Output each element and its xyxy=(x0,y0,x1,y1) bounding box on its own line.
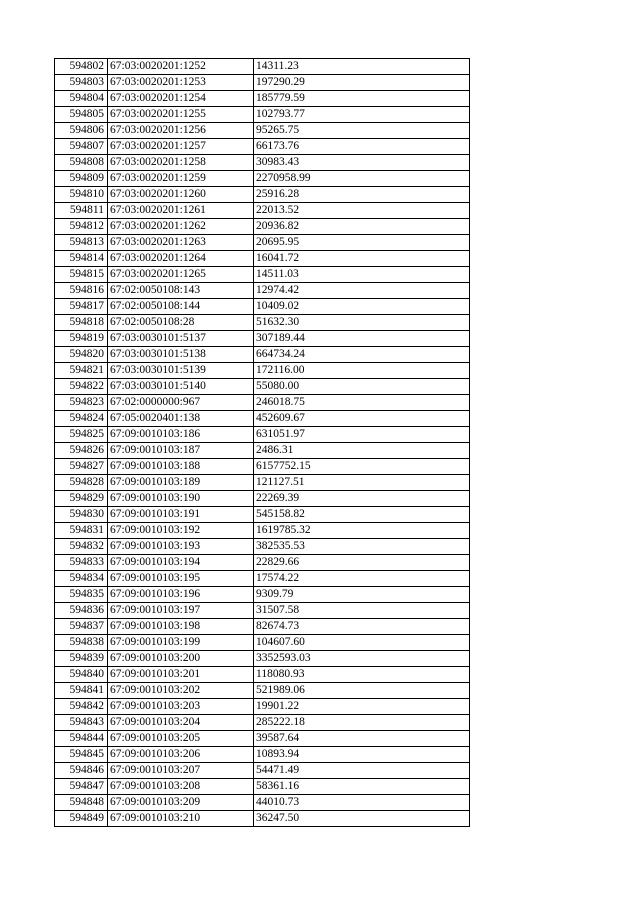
row-id-cell: 594811 xyxy=(55,203,108,219)
table-row xyxy=(55,235,470,251)
value-cell: 39587.64 xyxy=(254,731,470,747)
row-id-cell: 594828 xyxy=(55,475,108,491)
cadastral-number-cell: 67:09:0010103:208 xyxy=(108,779,254,795)
row-id-cell: 594842 xyxy=(55,699,108,715)
table-row xyxy=(55,91,470,107)
table-row xyxy=(55,779,470,795)
cadastral-number-cell: 67:09:0010103:202 xyxy=(108,683,254,699)
row-id-cell: 594840 xyxy=(55,667,108,683)
row-id-cell: 594831 xyxy=(55,523,108,539)
row-id-cell: 594838 xyxy=(55,635,108,651)
cadastral-number-cell: 67:03:0020201:1259 xyxy=(108,171,254,187)
value-cell: 521989.06 xyxy=(254,683,470,699)
row-id-cell: 594809 xyxy=(55,171,108,187)
table-row xyxy=(55,299,470,315)
table-row xyxy=(55,555,470,571)
value-cell: 66173.76 xyxy=(254,139,470,155)
value-cell: 17574.22 xyxy=(254,571,470,587)
table-row xyxy=(55,763,470,779)
table-row xyxy=(55,539,470,555)
cadastral-number-cell: 67:09:0010103:187 xyxy=(108,443,254,459)
row-id-cell: 594826 xyxy=(55,443,108,459)
table-row xyxy=(55,747,470,763)
row-id-cell: 594825 xyxy=(55,427,108,443)
row-id-cell: 594829 xyxy=(55,491,108,507)
cadastral-number-cell: 67:09:0010103:199 xyxy=(108,635,254,651)
value-cell: 51632.30 xyxy=(254,315,470,331)
value-cell: 172116.00 xyxy=(254,363,470,379)
value-cell: 118080.93 xyxy=(254,667,470,683)
table-row xyxy=(55,363,470,379)
table-row xyxy=(55,379,470,395)
cadastral-number-cell: 67:03:0020201:1253 xyxy=(108,75,254,91)
value-cell: 20936.82 xyxy=(254,219,470,235)
row-id-cell: 594812 xyxy=(55,219,108,235)
value-cell: 10409.02 xyxy=(254,299,470,315)
value-cell: 2270958.99 xyxy=(254,171,470,187)
cadastral-number-cell: 67:09:0010103:203 xyxy=(108,699,254,715)
table-row xyxy=(55,587,470,603)
value-cell: 95265.75 xyxy=(254,123,470,139)
row-id-cell: 594834 xyxy=(55,571,108,587)
cadastral-number-cell: 67:09:0010103:207 xyxy=(108,763,254,779)
value-cell: 14311.23 xyxy=(254,59,470,75)
row-id-cell: 594845 xyxy=(55,747,108,763)
value-cell: 16041.72 xyxy=(254,251,470,267)
table-row xyxy=(55,251,470,267)
value-cell: 631051.97 xyxy=(254,427,470,443)
value-cell: 19901.22 xyxy=(254,699,470,715)
row-id-cell: 594849 xyxy=(55,811,108,827)
cadastral-number-cell: 67:09:0010103:206 xyxy=(108,747,254,763)
table-row xyxy=(55,187,470,203)
table-row xyxy=(55,347,470,363)
table-row xyxy=(55,155,470,171)
value-cell: 452609.67 xyxy=(254,411,470,427)
cadastral-number-cell: 67:03:0020201:1252 xyxy=(108,59,254,75)
value-cell: 121127.51 xyxy=(254,475,470,491)
row-id-cell: 594832 xyxy=(55,539,108,555)
table-row xyxy=(55,683,470,699)
cadastral-number-cell: 67:09:0010103:189 xyxy=(108,475,254,491)
table-row xyxy=(55,811,470,827)
value-cell: 30983.43 xyxy=(254,155,470,171)
cadastral-number-cell: 67:09:0010103:188 xyxy=(108,459,254,475)
cadastral-number-cell: 67:09:0010103:186 xyxy=(108,427,254,443)
value-cell: 22829.66 xyxy=(254,555,470,571)
table-row xyxy=(55,715,470,731)
row-id-cell: 594841 xyxy=(55,683,108,699)
table-row xyxy=(55,571,470,587)
cadastral-number-cell: 67:03:0030101:5140 xyxy=(108,379,254,395)
table-row xyxy=(55,699,470,715)
cadastral-number-cell: 67:09:0010103:190 xyxy=(108,491,254,507)
value-cell: 31507.58 xyxy=(254,603,470,619)
value-cell: 307189.44 xyxy=(254,331,470,347)
row-id-cell: 594820 xyxy=(55,347,108,363)
row-id-cell: 594806 xyxy=(55,123,108,139)
cadastral-number-cell: 67:03:0020201:1265 xyxy=(108,267,254,283)
value-cell: 104607.60 xyxy=(254,635,470,651)
cadastral-number-cell: 67:03:0020201:1257 xyxy=(108,139,254,155)
cadastral-number-cell: 67:03:0030101:5139 xyxy=(108,363,254,379)
table-row xyxy=(55,267,470,283)
value-cell: 55080.00 xyxy=(254,379,470,395)
table-body xyxy=(55,59,470,827)
cadastral-number-cell: 67:03:0020201:1261 xyxy=(108,203,254,219)
cadastral-number-cell: 67:09:0010103:193 xyxy=(108,539,254,555)
value-cell: 545158.82 xyxy=(254,507,470,523)
table-row xyxy=(55,427,470,443)
cadastral-number-cell: 67:02:0050108:144 xyxy=(108,299,254,315)
row-id-cell: 594821 xyxy=(55,363,108,379)
table-row xyxy=(55,219,470,235)
row-id-cell: 594814 xyxy=(55,251,108,267)
cadastral-number-cell: 67:09:0010103:210 xyxy=(108,811,254,827)
value-cell: 3352593.03 xyxy=(254,651,470,667)
value-cell: 44010.73 xyxy=(254,795,470,811)
row-id-cell: 594833 xyxy=(55,555,108,571)
value-cell: 197290.29 xyxy=(254,75,470,91)
row-id-cell: 594844 xyxy=(55,731,108,747)
row-id-cell: 594810 xyxy=(55,187,108,203)
row-id-cell: 594836 xyxy=(55,603,108,619)
row-id-cell: 594805 xyxy=(55,107,108,123)
cadastral-number-cell: 67:09:0010103:197 xyxy=(108,603,254,619)
cadastral-number-cell: 67:05:0020401:138 xyxy=(108,411,254,427)
cadastral-number-cell: 67:09:0010103:195 xyxy=(108,571,254,587)
value-cell: 20695.95 xyxy=(254,235,470,251)
table-row xyxy=(55,59,470,75)
table-row xyxy=(55,171,470,187)
row-id-cell: 594822 xyxy=(55,379,108,395)
cadastral-number-cell: 67:09:0010103:194 xyxy=(108,555,254,571)
cadastral-number-cell: 67:09:0010103:209 xyxy=(108,795,254,811)
row-id-cell: 594813 xyxy=(55,235,108,251)
table-row xyxy=(55,203,470,219)
value-cell: 6157752.15 xyxy=(254,459,470,475)
row-id-cell: 594847 xyxy=(55,779,108,795)
cadastral-number-cell: 67:02:0050108:143 xyxy=(108,283,254,299)
row-id-cell: 594816 xyxy=(55,283,108,299)
row-id-cell: 594839 xyxy=(55,651,108,667)
cadastral-number-cell: 67:03:0030101:5137 xyxy=(108,331,254,347)
table-row xyxy=(55,619,470,635)
table-row xyxy=(55,315,470,331)
row-id-cell: 594835 xyxy=(55,587,108,603)
table-row xyxy=(55,395,470,411)
value-cell: 22013.52 xyxy=(254,203,470,219)
data-table xyxy=(54,58,470,827)
cadastral-number-cell: 67:03:0020201:1263 xyxy=(108,235,254,251)
table-row xyxy=(55,459,470,475)
table-row xyxy=(55,491,470,507)
row-id-cell: 594830 xyxy=(55,507,108,523)
row-id-cell: 594823 xyxy=(55,395,108,411)
cadastral-number-cell: 67:09:0010103:192 xyxy=(108,523,254,539)
table-row xyxy=(55,795,470,811)
value-cell: 10893.94 xyxy=(254,747,470,763)
value-cell: 36247.50 xyxy=(254,811,470,827)
value-cell: 185779.59 xyxy=(254,91,470,107)
cadastral-number-cell: 67:09:0010103:196 xyxy=(108,587,254,603)
cadastral-number-cell: 67:09:0010103:198 xyxy=(108,619,254,635)
value-cell: 9309.79 xyxy=(254,587,470,603)
table-row xyxy=(55,123,470,139)
value-cell: 58361.16 xyxy=(254,779,470,795)
value-cell: 1619785.32 xyxy=(254,523,470,539)
row-id-cell: 594824 xyxy=(55,411,108,427)
row-id-cell: 594827 xyxy=(55,459,108,475)
cadastral-number-cell: 67:09:0010103:200 xyxy=(108,651,254,667)
table-row xyxy=(55,667,470,683)
table-row xyxy=(55,731,470,747)
cadastral-number-cell: 67:02:0050108:28 xyxy=(108,315,254,331)
value-cell: 664734.24 xyxy=(254,347,470,363)
row-id-cell: 594837 xyxy=(55,619,108,635)
cadastral-number-cell: 67:09:0010103:204 xyxy=(108,715,254,731)
table-row xyxy=(55,107,470,123)
table-row xyxy=(55,139,470,155)
cadastral-number-cell: 67:03:0030101:5138 xyxy=(108,347,254,363)
table-row xyxy=(55,523,470,539)
table-row xyxy=(55,651,470,667)
cadastral-number-cell: 67:03:0020201:1258 xyxy=(108,155,254,171)
row-id-cell: 594815 xyxy=(55,267,108,283)
table-row xyxy=(55,411,470,427)
table-row xyxy=(55,443,470,459)
row-id-cell: 594846 xyxy=(55,763,108,779)
row-id-cell: 594804 xyxy=(55,91,108,107)
value-cell: 102793.77 xyxy=(254,107,470,123)
table-row xyxy=(55,507,470,523)
row-id-cell: 594819 xyxy=(55,331,108,347)
cadastral-number-cell: 67:03:0020201:1255 xyxy=(108,107,254,123)
table-row xyxy=(55,603,470,619)
row-id-cell: 594843 xyxy=(55,715,108,731)
value-cell: 285222.18 xyxy=(254,715,470,731)
table-row xyxy=(55,331,470,347)
row-id-cell: 594818 xyxy=(55,315,108,331)
row-id-cell: 594808 xyxy=(55,155,108,171)
row-id-cell: 594807 xyxy=(55,139,108,155)
cadastral-number-cell: 67:09:0010103:205 xyxy=(108,731,254,747)
cadastral-number-cell: 67:09:0010103:201 xyxy=(108,667,254,683)
row-id-cell: 594848 xyxy=(55,795,108,811)
value-cell: 246018.75 xyxy=(254,395,470,411)
value-cell: 22269.39 xyxy=(254,491,470,507)
row-id-cell: 594803 xyxy=(55,75,108,91)
value-cell: 54471.49 xyxy=(254,763,470,779)
value-cell: 12974.42 xyxy=(254,283,470,299)
cadastral-number-cell: 67:03:0020201:1262 xyxy=(108,219,254,235)
value-cell: 14511.03 xyxy=(254,267,470,283)
value-cell: 382535.53 xyxy=(254,539,470,555)
cadastral-number-cell: 67:02:0000000:967 xyxy=(108,395,254,411)
value-cell: 2486.31 xyxy=(254,443,470,459)
table-row xyxy=(55,283,470,299)
row-id-cell: 594817 xyxy=(55,299,108,315)
cadastral-number-cell: 67:03:0020201:1254 xyxy=(108,91,254,107)
cadastral-number-cell: 67:03:0020201:1256 xyxy=(108,123,254,139)
table-row xyxy=(55,75,470,91)
value-cell: 82674.73 xyxy=(254,619,470,635)
cadastral-number-cell: 67:03:0020201:1264 xyxy=(108,251,254,267)
value-cell: 25916.28 xyxy=(254,187,470,203)
table-row xyxy=(55,475,470,491)
cadastral-number-cell: 67:09:0010103:191 xyxy=(108,507,254,523)
row-id-cell: 594802 xyxy=(55,59,108,75)
table-row xyxy=(55,635,470,651)
cadastral-number-cell: 67:03:0020201:1260 xyxy=(108,187,254,203)
